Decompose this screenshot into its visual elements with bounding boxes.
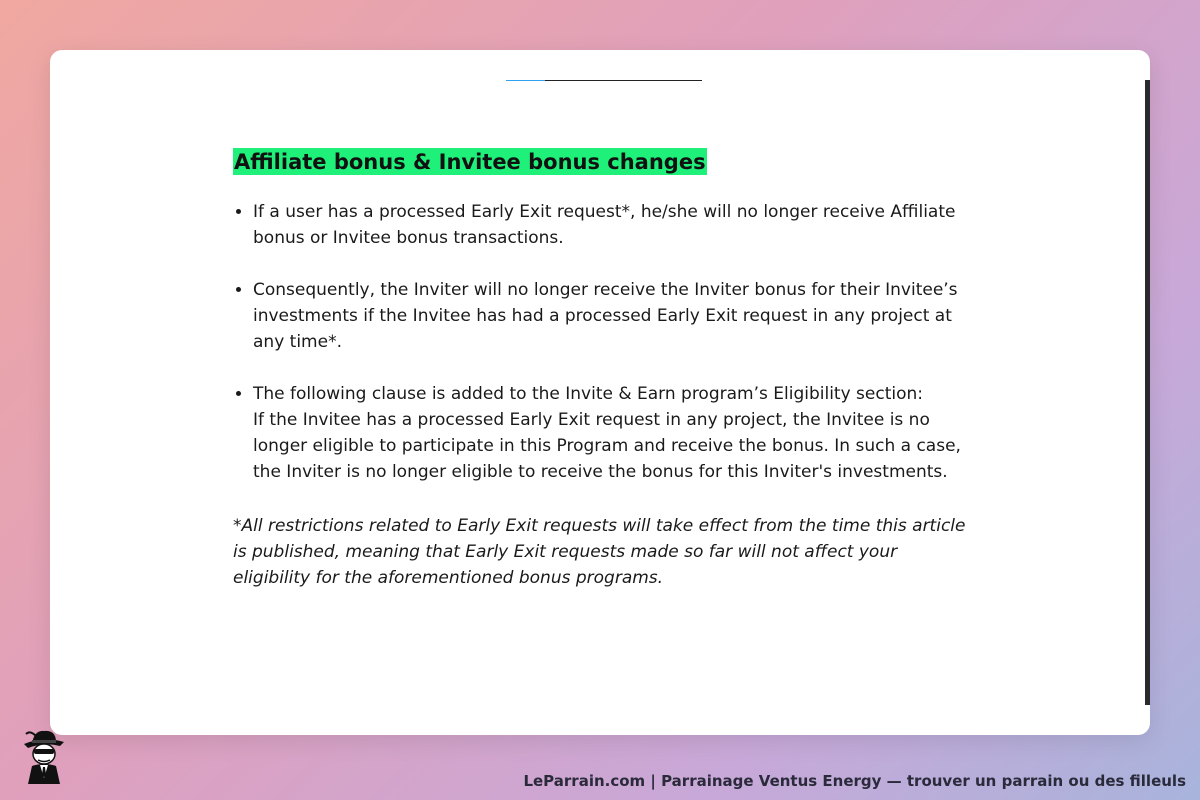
list-item-text: The following clause is added to the Invite & Earn program’s Eligibility section: — [253, 384, 924, 404]
section-heading: Affiliate bonus & Invitee bonus changes — [234, 150, 706, 174]
eligibility-clause: If the Invitee has a processed Early Exit request in any project, the Invitee is no longer eligible to participate in this Program and receive the bonus. In such a case, the Inviter is no longer eligible to receive the bonus for this Inviter's investments. — [253, 410, 961, 482]
scrollbar[interactable] — [1145, 80, 1150, 705]
list-item — [253, 199, 973, 251]
reading-progress-fill — [506, 80, 545, 81]
list-item — [253, 277, 973, 355]
footer-caption: LeParrain.com | Parrainage Ventus Energy — trouver un parrain ou des filleuls — [523, 772, 1186, 790]
article-card — [50, 50, 1150, 735]
list-item — [253, 381, 973, 485]
article-content — [233, 148, 973, 591]
list-item-text: If a user has a processed Early Exit request*, he/she will no longer receive Affiliate bonus or Invitee bonus transactions. — [253, 202, 956, 248]
bullet-list — [233, 199, 973, 485]
reading-progress-bar — [506, 80, 702, 81]
footnote: *All restrictions related to Early Exit requests will take effect from the time this article is published, meaning that Early Exit requests made so far will not affect your eligibility for the aforementioned bonus programs. — [233, 516, 966, 588]
list-item-text: Consequently, the Inviter will no longer receive the Inviter bonus for their Invitee’s investments if the Invitee has had a processed Early Exit request in any project at any time*. — [253, 280, 958, 352]
